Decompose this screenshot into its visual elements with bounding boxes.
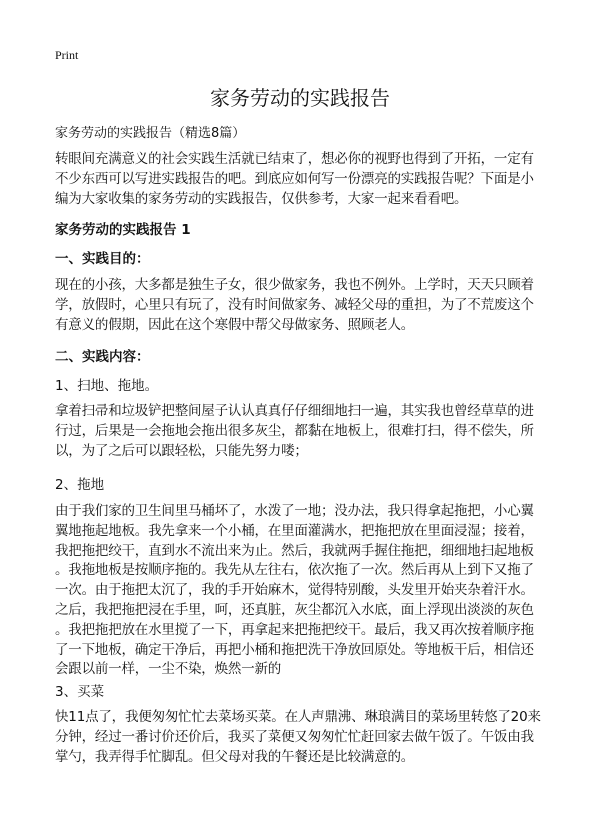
item2-heading: 2、拖地 (55, 477, 105, 493)
item1-paragraph (55, 402, 555, 461)
text-line: 快11点了，我便匆匆忙忙去菜场买菜。在人声鼎沸、琳琅满目的菜场里转悠了20来 (55, 709, 541, 725)
text-line: 不少东西可以写进实践报告的吧。到底应如何写一份漂亮的实践报告呢？下面是小 (55, 170, 534, 187)
document-subtitle: 家务劳动的实践报告（精选8篇） (55, 126, 246, 141)
section2-heading: 二、实践内容： (55, 349, 150, 365)
text-line: 之后，我把拖把浸在手里，呵，还真脏，灰尘都沉入水底，面上浮现出淡淡的灰色 (55, 601, 534, 618)
text-line: 了一下地板，确定干净后，再把小桶和拖把洗干净放回原处。等地板干后，相信还 (55, 641, 534, 658)
text-line: 我把拖把绞干，直到水不流出来为止。然后，我就两手握住拖把，细细地扫起地板 (55, 542, 534, 559)
item3-heading: 3、买菜 (55, 684, 105, 700)
section1-heading: 一、实践目的： (55, 251, 150, 267)
text-line: 。我把拖把放在水里搅了一下，再拿起来把拖把绞干。最后，我又再次按着顺序拖 (55, 621, 534, 638)
text-line: 现在的小孩，大多都是独生子女，很少做家务，我也不例外。上学时，天天只顾着 (55, 277, 534, 293)
text-line: 学，放假时，心里只有玩了，没有时间做家务、减轻父母的重担，为了不荒废这个 (55, 296, 534, 313)
text-line: 。我拖地板是按顺序拖的。我先从左往右，依次拖了一次。然后再从上到下又拖了 (55, 562, 534, 579)
section1-paragraph (55, 276, 555, 335)
text-line: 分钟，经过一番讨价还价后，我买了菜便又匆匆忙忙赶回家去做午饭了。午饭由我 (55, 728, 534, 745)
item3-paragraph (55, 708, 555, 767)
item2-paragraph (55, 502, 555, 680)
text-line: 一次。由于拖把太沉了，我的手开始麻木，觉得特别酸，头发里开始夹杂着汗水。 (55, 582, 534, 599)
text-line: 翼地拖起地板。我先拿来一个小桶，在里面灌满水，把拖把放在里面浸湿；接着， (55, 522, 534, 539)
text-line: 由于我们家的卫生间里马桶坏了，水泼了一地；没办法，我只得拿起拖把，小心翼 (55, 503, 534, 519)
text-line: 拿着扫帚和垃圾铲把整间屋子认认真真仔仔细细地扫一遍，其实我也曾经草草的进 (55, 403, 534, 419)
text-line: 转眼间充满意义的社会实践生活就已结束了，想必你的视野也得到了开拓，一定有 (55, 151, 534, 167)
text-line: 掌勺，我弄得手忙脚乱。但父母对我的午餐还是比较满意的。 (55, 748, 415, 765)
print-link[interactable]: Print (55, 48, 79, 62)
text-line: 编为大家收集的家务劳动的实践报告，仅供参考，大家一起来看看吧。 (55, 190, 468, 207)
text-line: 有意义的假期，因此在这个寒假中帮父母做家务、照顾老人。 (55, 316, 415, 333)
text-line: 以，为了之后可以跟轻松，只能先努力喽； (55, 442, 308, 459)
report-heading: 家务劳动的实践报告 1 (55, 222, 191, 238)
intro-paragraph (55, 150, 555, 209)
text-line: 会跟以前一样，一尘不染，焕然一新的 (55, 661, 282, 678)
page-title: 家务劳动的实践报告 (210, 86, 390, 110)
item1-heading: 1、扫地、拖地。 (55, 378, 159, 394)
text-line: 行过，后果是一会拖地会拖出很多灰尘，都黏在地板上，很难打扫，得不偿失，所 (55, 422, 534, 439)
